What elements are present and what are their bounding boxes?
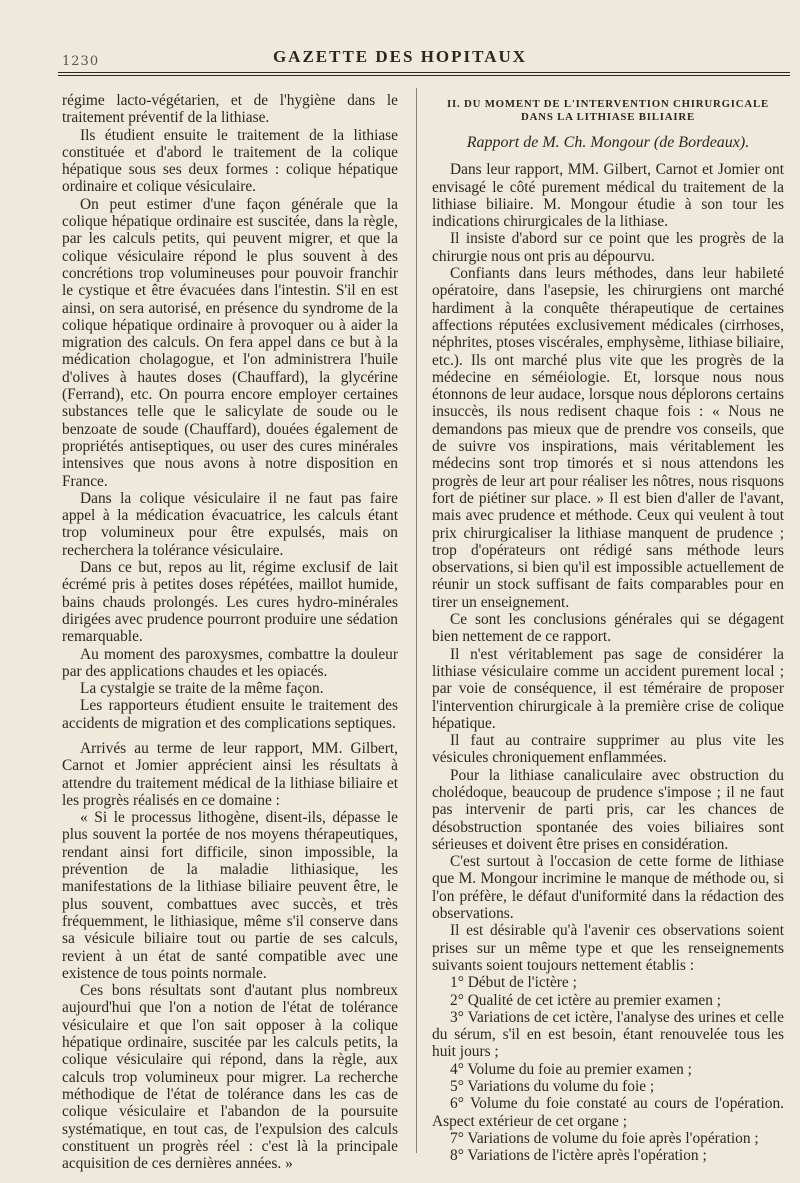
paragraph: On peut estimer d'une façon générale que la colique hépatique ordinaire est suscitée, dans la règle, par les calculs petits, qui peuvent migrer, et que la colique vésiculaire répond le plus souvent à des concrétions trop volumineuses pour pouvoir franchir le cystique et être évacuées dans l'intestin. S'il en est ainsi, on sera autorisé, en présence du syndrome de la colique hépatique ordinaire à provoquer ou à aider la migration des calculs. On fera appel dans ce but à la médication cholagogue, et l'on administrera l'huile d'olives à hautes doses (Chauffard), la glycérine (Ferrand), etc. On pourra encore employer certaines substances telle que le salicylate de soude ou le benzoate de soude (Chauffard), douées également de propriétés antiseptiques, ou user des cures minérales intensives que nous avons à notre disposition en France. xyxy=(62,195,398,490)
paragraph: Il faut au contraire supprimer au plus vite les vésicules chroniquement enflammées. xyxy=(432,732,784,767)
paragraph: Dans ce but, repos au lit, régime exclusif de lait écrémé pris à petites doses répétées, maillot humide, bains chauds prolongés. Les cures hydro-minérales dirigées avec prudence pourront produire une sédation remarquable. xyxy=(62,559,398,646)
paragraph: Ce sont les conclusions générales qui se dégagent bien nettement de ce rapport. xyxy=(432,611,784,646)
column-separator xyxy=(416,88,417,1153)
paragraph: Il n'est véritablement pas sage de considérer la lithiase vésiculaire comme un accident purement local ; par voie de conséquence, il est téméraire de proposer l'intervention chirurgicale à la première crise de colique hépatique. xyxy=(432,645,784,732)
section-title-line: DANS LA LITHIASE BILIAIRE xyxy=(521,111,695,123)
left-column xyxy=(62,92,398,1172)
paragraph: Au moment des paroxysmes, combattre la douleur par des applications chaudes et les opiacés. xyxy=(62,645,398,680)
section-title xyxy=(432,98,784,124)
paragraph: Confiants dans leurs méthodes, dans leur habileté opératoire, dans l'asepsie, les chirurgiens ont marché hardiment à la conquête thérapeutique de certaines affections réputées exclusivement médicales (cirrhoses, néphrites, ptoses viscérales, emphysème, lithiase biliaire, etc.). Ils ont marché plus vite que les progrès de la médecine en séméiologie. Et, lorsque nous nous étonnons de leur audace, lorsque nous déplorons certains insuccès, ils nous redisent chaque fois : « Nous ne demandons pas mieux que de prendre vos conseils, que de suivre vos inspirations, mais véritablement les médecins sont trop timorés et si nous attendons les progrès de leur art pour réaliser les nôtres, nous risquons fort de piétiner sur place. » Il est bien d'aller de l'avant, mais avec prudence et méthode. Ceux qui veulent à tout prix chirurgicaliser la lithiase manquent de prudence ; trop d'opérateurs ont rédigé sans méthode leurs observations, si bien qu'il est impossible actuellement de réunir un stock suffisant de faits comparables pour en tirer un enseignement. xyxy=(432,265,784,611)
paragraph: La cystalgie se traite de la même façon. xyxy=(80,680,324,698)
paragraph: régime lacto-végétarien, et de l'hygiène dans le traitement préventif de la lithiase. xyxy=(62,92,398,127)
page-number: 1230 xyxy=(62,54,100,69)
rapport-byline: Rapport de M. Ch. Mongour (de Bordeaux). xyxy=(466,134,750,151)
paragraph: Ces bons résultats sont d'autant plus nombreux aujourd'hui que l'on a notion de l'état de tolérance vésiculaire et que l'on sait opposer à la colique hépatique ordinaire, suscitée par les calculs petits, la colique vésiculaire qui répond, dans la règle, aux calculs trop volumineux pour migrer. La recherche méthodique de l'état de tolérance dans les cas de colique vésiculaire et l'abandon de la poursuite systématique, en tout cas, de l'expulsion des calculs constituent un progrès réel : c'est là la principale acquisition de ces dernières années. » xyxy=(62,982,398,1173)
paragraph: Il insiste d'abord sur ce point que les progrès de la chirurgie nous ont pris au dépourvu. xyxy=(432,230,784,265)
right-column xyxy=(432,92,784,1165)
paragraph: Arrivés au terme de leur rapport, MM. Gilbert, Carnot et Jomier apprécient ainsi les résultats à attendre du traitement médical de la lithiase biliaire et les progrès réalisés en ce domaine : xyxy=(62,739,398,809)
paragraph: « Si le processus lithogène, disent-ils, dépasse le plus souvent la portée de nos moyens thérapeutiques, rendant ainsi fort difficile, sinon impossible, la prévention de la maladie lithiasique, les manifestations de la lithiase biliaire peuvent être, le plus souvent, combattues avec succès, et très fréquemment, le lithiasique, même s'il conserve dans sa vésicule biliaire tout ou partie de ses calculs, revient à un état de santé compatible avec une existence de tous points normale. xyxy=(62,809,398,982)
page-header-title: GAZETTE DES HOPITAUX xyxy=(272,47,528,66)
paragraph: Les rapporteurs étudient ensuite le traitement des accidents de migration et des complications septiques. xyxy=(62,697,398,732)
list-item: 6° Volume du foie constaté au cours de l'opération. Aspect extérieur de cet organe ; xyxy=(432,1095,784,1130)
list-item: 3° Variations de cet ictère, l'analyse des urines et celle du sérum, s'il en est besoin, étant renouvelée tous les huit jours ; xyxy=(432,1008,784,1061)
paragraph: Pour la lithiase canaliculaire avec obstruction du cholédoque, beaucoup de prudence s'impose ; il ne faut pas intervenir de parti pris, car les chances de désobstruction spontanée des voies biliaires sont sérieuses et doivent être prises en considération. xyxy=(432,766,784,853)
list-item: 1° Début de l'ictère ; xyxy=(450,974,577,992)
paragraph: Il est désirable qu'à l'avenir ces observations soient prises sur un même type et que les renseignements suivants soient toujours nettement établis : xyxy=(432,922,784,974)
list-item: 5° Variations du volume du foie ; xyxy=(450,1078,655,1096)
paragraph: Dans la colique vésiculaire il ne faut pas faire appel à la médication évacuatrice, les calculs étant trop volumineux pour être expulsés, mais on recherchera la tolérance vésiculaire. xyxy=(62,489,398,559)
list-item: 2° Qualité de cet ictère au premier examen ; xyxy=(450,991,722,1009)
list-item: 8° Variations de l'ictère après l'opération ; xyxy=(450,1147,707,1165)
list-item: 7° Variations de volume du foie après l'opération ; xyxy=(450,1129,759,1147)
paragraph: Dans leur rapport, MM. Gilbert, Carnot et Jomier ont envisagé le côté purement médical du traitement de la lithiase biliaire. M. Mongour étudie à son tour les indications chirurgicales de la lithiase. xyxy=(432,161,784,231)
paragraph: Ils étudient ensuite le traitement de la lithiase constituée et d'abord le traitement de la colique hépatique sous ses deux formes : colique hépatique ordinaire et colique vésiculaire. xyxy=(62,126,398,196)
header-rule xyxy=(58,72,790,73)
header-rule xyxy=(58,75,790,76)
section-title-line: II. DU MOMENT DE L'INTERVENTION CHIRURGICALE xyxy=(447,98,769,110)
paragraph: C'est surtout à l'occasion de cette forme de lithiase que M. Mongour incrimine le manque de méthode ou, si l'on préfère, le défaut d'uniformité dans la rédaction des observations. xyxy=(432,853,784,923)
list-item: 4° Volume du foie au premier examen ; xyxy=(450,1060,692,1078)
